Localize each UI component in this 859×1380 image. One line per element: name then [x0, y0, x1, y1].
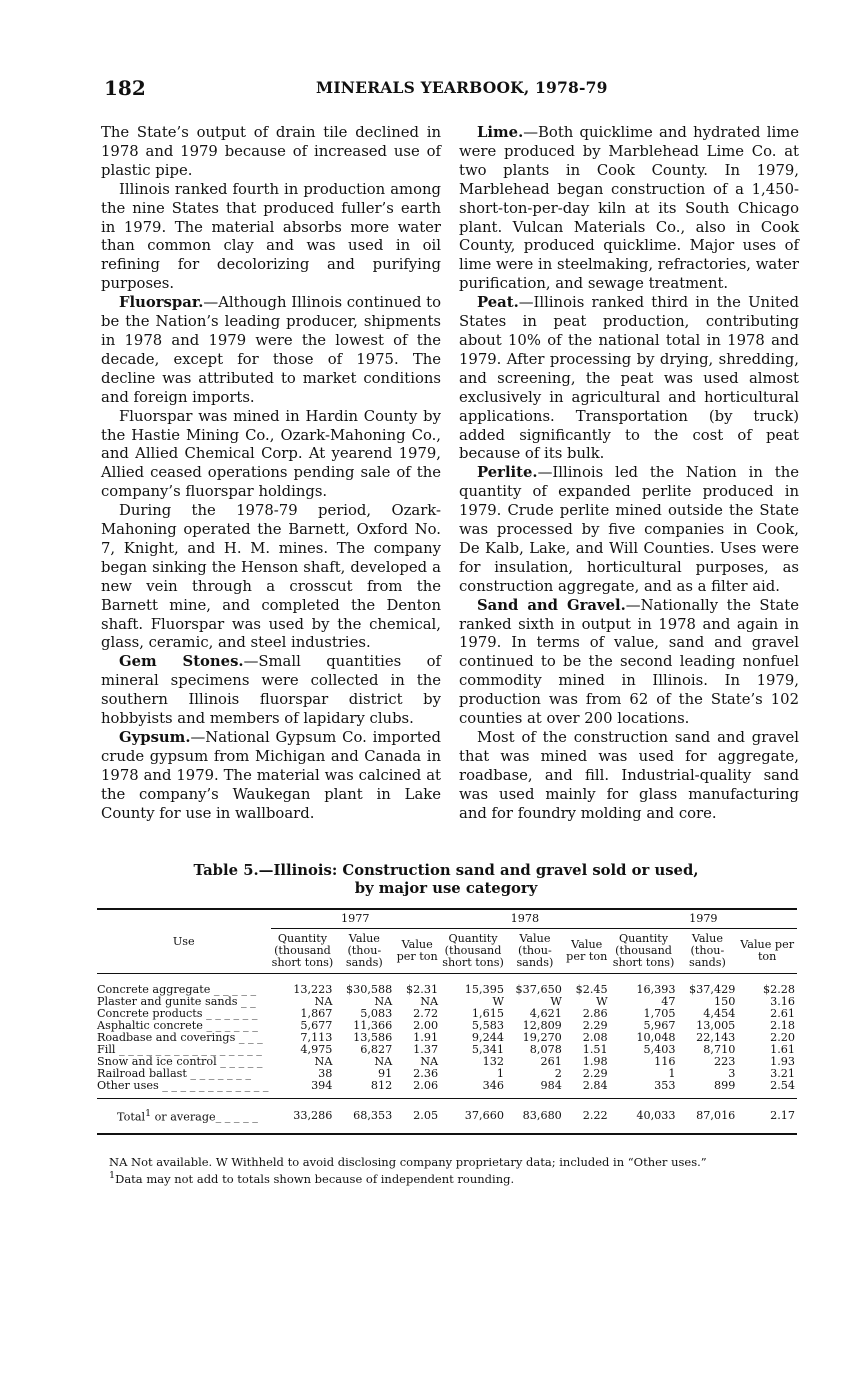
- value-cell: $37,650: [515, 983, 562, 996]
- value-cell: 7,113: [300, 1031, 333, 1044]
- paragraph: [101, 294, 441, 407]
- value-cell: 13,586: [353, 1031, 393, 1044]
- value-cell: 1,705: [643, 1007, 676, 1020]
- paragraph: [101, 729, 441, 824]
- section-heading: Fluorspar.: [119, 294, 204, 312]
- value-cell: 2.20: [770, 1031, 795, 1044]
- value-cell: 5,677: [300, 1019, 333, 1032]
- section-heading: Perlite.: [477, 464, 538, 482]
- use-column-header: Use: [97, 909, 271, 974]
- use-cell: Plaster and gunite sands _ _: [97, 995, 256, 1008]
- value-cell: $30,588: [345, 983, 393, 996]
- footnote: [109, 1169, 809, 1186]
- value-cell: 1: [668, 1067, 676, 1080]
- value-cell: 1.61: [770, 1043, 795, 1056]
- quantity-header: Quantity (thousand short tons): [271, 929, 335, 974]
- value-cell: 223: [713, 1055, 736, 1068]
- use-cell: Fill _ _ _ _ _ _ _ _ _ _ _ _ _ _ _ _: [97, 1043, 262, 1056]
- paragraph: [459, 464, 799, 596]
- table-row: [97, 1080, 797, 1092]
- value-cell: 22,143: [696, 1031, 736, 1044]
- value-cell: 6,827: [360, 1043, 393, 1056]
- total-label: [97, 1099, 271, 1134]
- section-heading: Gypsum.: [119, 729, 191, 746]
- quantity-header: Quantity (thousand short tons): [440, 929, 506, 974]
- value-cell: 3: [728, 1067, 736, 1080]
- value-cell: 116: [654, 1055, 676, 1068]
- value-cell: 19,270: [522, 1031, 562, 1044]
- value-cell: 899: [713, 1079, 736, 1092]
- value-cell: 5,083: [360, 1007, 393, 1020]
- value-cell: 2.18: [770, 1019, 795, 1032]
- value-cell: 3.21: [770, 1067, 795, 1080]
- value-cell: 353: [654, 1079, 676, 1092]
- total-label-prefix: Total: [117, 1110, 146, 1124]
- year-header: 1978: [440, 909, 610, 929]
- footnote: NA Not available. W Withheld to avoid disclosing company proprietary data; included in “Other uses.”: [109, 1155, 707, 1169]
- value-cell: 5,967: [643, 1019, 676, 1032]
- table-caption-line: by major use category: [354, 880, 538, 897]
- data-table: [97, 908, 797, 1135]
- value-cell: 13,005: [696, 1019, 736, 1032]
- value-cell: 2.29: [582, 1067, 608, 1080]
- value-cell: NA: [314, 995, 333, 1008]
- year-header: 1977: [271, 909, 441, 929]
- value-header: Value (thou- sands): [334, 929, 394, 974]
- value-cell: 1.91: [413, 1031, 439, 1044]
- value-cell: 4,454: [703, 1007, 736, 1020]
- total-row: [97, 1099, 797, 1134]
- right-column: [459, 124, 799, 824]
- value-cell: $2.45: [575, 983, 608, 996]
- paragraph-text: —Both quicklime and hydrated lime were produced by Marblehead Lime Co. at two plants in Cook County. In 1979, Marblehead began construction of a 1,450-short-ton-per-day kiln at its South Chicago plant. Vulcan Materials Co., also in Cook County, produced quicklime. Major uses of lime were in steelmaking, refractories, water purification, and sewage treatment.: [459, 124, 799, 293]
- use-cell: Roadbase and coverings _ _ _: [97, 1031, 263, 1044]
- running-title: MINERALS YEARBOOK, 1978-79: [316, 78, 608, 97]
- value-cell: 12,809: [522, 1019, 562, 1032]
- value-cell: 1.93: [770, 1055, 795, 1068]
- value-cell: 4,975: [300, 1043, 333, 1056]
- data-table-wrapper: [97, 908, 797, 1135]
- value-cell: 261: [540, 1055, 562, 1068]
- per-ton-header: Value per ton: [564, 929, 610, 974]
- table-footnotes: [109, 1155, 809, 1186]
- value-cell: 2.84: [582, 1079, 608, 1092]
- value-cell: 5,403: [643, 1043, 676, 1056]
- value-cell: 16,393: [636, 983, 676, 996]
- use-cell: Other uses _ _ _ _ _ _ _ _ _ _ _ _: [97, 1079, 269, 1092]
- paragraph-text: —National Gypsum Co. imported crude gypsum from Michigan and Canada in 1978 and 1979. The material was calcined at the company’s Waukegan plant in Lake County for use in wallboard.: [101, 729, 441, 822]
- value-cell: 4,621: [529, 1007, 562, 1020]
- value-cell: 2.36: [413, 1067, 439, 1080]
- value-cell: 346: [482, 1079, 504, 1092]
- total-cell: 83,680: [506, 1099, 564, 1134]
- value-cell: 2.61: [770, 1007, 795, 1020]
- paragraph: [101, 653, 441, 729]
- value-cell: 8,078: [529, 1043, 562, 1056]
- value-cell: 2.00: [413, 1019, 439, 1032]
- value-cell: 5,341: [471, 1043, 504, 1056]
- value-cell: 15,395: [464, 983, 504, 996]
- value-cell: 13,223: [293, 983, 333, 996]
- section-heading: Sand and Gravel.: [477, 596, 626, 614]
- total-cell: 68,353: [334, 1099, 394, 1134]
- footnote-text: Data may not add to totals shown because of independent rounding.: [115, 1171, 515, 1186]
- paragraph: During the 1978-79 period, Ozark-Mahoning operated the Barnett, Oxford No. 7, Knight, and H. M. mines. The company began sinking the Henson shaft, developed a new vein through a crosscut from the Barnett mine, and completed the Denton shaft. Fluorspar was used by the chemical, glass, ceramic, and steel industries.: [101, 502, 441, 652]
- paragraph-text: —Although Illinois continued to be the Nation’s leading producer, shipments in 1978 and 1979 were the lowest of the decade, except for those of 1975. The decline was attributed to market conditions and foreign imports.: [101, 294, 442, 406]
- value-cell: W: [492, 995, 504, 1008]
- paragraph: [459, 294, 799, 464]
- year-header: 1979: [610, 909, 797, 929]
- value-header: Value (thou- sands): [506, 929, 564, 974]
- footnote-marker: 1: [145, 1108, 152, 1119]
- total-label-suffix: or average_ _ _ _ _: [151, 1110, 258, 1124]
- use-cell: Snow and ice control _ _ _ _ _: [97, 1055, 263, 1068]
- use-cell: Asphaltic concrete _ _ _ _ _ _: [97, 1019, 258, 1032]
- table-caption: [96, 862, 796, 898]
- value-cell: 2.86: [582, 1007, 608, 1020]
- per-ton-header: Value per ton: [394, 929, 440, 974]
- use-cell: Concrete products _ _ _ _ _ _: [97, 1007, 258, 1020]
- value-cell: $2.31: [406, 983, 439, 996]
- value-cell: 2.54: [770, 1079, 795, 1092]
- year-header-row: [97, 909, 797, 929]
- value-cell: 1: [496, 1067, 504, 1080]
- value-cell: 8,710: [703, 1043, 736, 1056]
- value-cell: 1.37: [413, 1043, 439, 1056]
- value-cell: 2.29: [582, 1019, 608, 1032]
- section-heading: Peat.: [477, 294, 519, 312]
- paragraph: [459, 124, 799, 294]
- value-cell: NA: [420, 1055, 439, 1068]
- paragraph: Most of the construction sand and gravel that was mined was used for aggregate, roadbase, and fill. Industrial-quality sand was used mainly for glass manufacturing and for foundry molding and core.: [459, 729, 799, 822]
- value-cell: 3.16: [770, 995, 795, 1008]
- use-cell: Concrete aggregate _ _ _ _ _: [97, 983, 257, 996]
- total-cell: 40,033: [610, 1099, 678, 1134]
- total-cell: 2.17: [737, 1099, 797, 1134]
- paragraph-text: —Illinois ranked third in the United States in peat production, contributing about 10% of the national total in 1978 and 1979. After processing by drying, shredding, and screening, the peat was used almost exclusively in agricultural and horticultural applications. Transportation (by truck) added significantly to the cost of peat because of its bulk.: [459, 294, 799, 463]
- value-cell: 1,867: [300, 1007, 333, 1020]
- total-cell: 2.22: [564, 1099, 610, 1134]
- use-cell: Railroad ballast _ _ _ _ _ _ _: [97, 1067, 251, 1080]
- total-cell: 2.05: [394, 1099, 440, 1134]
- value-cell: W: [550, 995, 562, 1008]
- value-cell: 10,048: [636, 1031, 676, 1044]
- paragraph: The State’s output of drain tile declined in 1978 and 1979 because of increased use of plastic pipe.: [101, 124, 441, 179]
- value-cell: 1.51: [582, 1043, 608, 1056]
- value-cell: 2.08: [582, 1031, 608, 1044]
- footnote-marker: 1: [109, 1170, 116, 1181]
- value-cell: $37,429: [689, 983, 736, 996]
- page-number: 182: [104, 76, 146, 100]
- value-cell: 394: [311, 1079, 333, 1092]
- value-cell: 11,366: [353, 1019, 393, 1032]
- value-cell: 1.98: [582, 1055, 608, 1068]
- value-cell: 2: [554, 1067, 562, 1080]
- quantity-header: Quantity (thousand short tons): [610, 929, 678, 974]
- value-cell: NA: [374, 1055, 393, 1068]
- value-cell: NA: [374, 995, 393, 1008]
- value-cell: 150: [713, 995, 736, 1008]
- value-header: Value (thou- sands): [677, 929, 737, 974]
- value-cell: 132: [482, 1055, 504, 1068]
- paragraph: [459, 597, 799, 729]
- value-cell: 5,583: [471, 1019, 504, 1032]
- total-cell: 37,660: [440, 1099, 506, 1134]
- value-cell: 9,244: [471, 1031, 504, 1044]
- paragraph-text: —Small quantities of mineral specimens were collected in the southern Illinois fluorspar district by hobbyists and members of lapidary clubs.: [101, 653, 442, 728]
- section-heading: Gem Stones.: [119, 653, 244, 671]
- value-cell: 984: [540, 1079, 562, 1092]
- per-ton-header: Value per ton: [737, 929, 797, 974]
- value-cell: 812: [370, 1079, 393, 1092]
- total-cell: 87,016: [677, 1099, 737, 1134]
- value-cell: NA: [420, 995, 439, 1008]
- value-cell: 91: [378, 1067, 393, 1080]
- value-cell: 2.72: [413, 1007, 439, 1020]
- paragraph-text: —Illinois led the Nation in the quantity of expanded perlite produced in 1979. Crude perlite mined outside the State was processed by five companies in Cook, De Kalb, Lake, and Will Counties. Uses were for insulation, horticultural purposes, as construction aggregate, and as a filter aid.: [459, 464, 799, 595]
- table-caption-line: Table 5.—Illinois: Construction sand and gravel sold or used,: [193, 862, 699, 879]
- paragraph: Illinois ranked fourth in production among the nine States that produced fuller’s earth in 1979. The material absorbs more water than common clay and was used in oil refining for decolorizing and purifying purposes.: [101, 180, 441, 293]
- value-cell: NA: [314, 1055, 333, 1068]
- total-cell: 33,286: [271, 1099, 335, 1134]
- value-cell: 38: [318, 1067, 333, 1080]
- value-cell: 1,615: [471, 1007, 504, 1020]
- value-cell: W: [596, 995, 608, 1008]
- section-heading: Lime.: [477, 124, 524, 141]
- value-cell: 2.06: [413, 1079, 439, 1092]
- value-cell: $2.28: [762, 983, 795, 996]
- left-column: [101, 124, 441, 824]
- value-cell: 47: [661, 995, 676, 1008]
- paragraph-text: —Nationally the State ranked sixth in output in 1978 and again in 1979. In terms of value, sand and gravel continued to be the second leading nonfuel commodity mined in Illinois. In 1979, production was from 62 of the State’s 102 counties at over 200 locations.: [459, 596, 799, 728]
- paragraph: Fluorspar was mined in Hardin County by the Hastie Mining Co., Ozark-Mahoning Co., and Allied Chemical Corp. At yearend 1979, Allied ceased operations pending sale of the company’s fluorspar holdings.: [101, 407, 441, 501]
